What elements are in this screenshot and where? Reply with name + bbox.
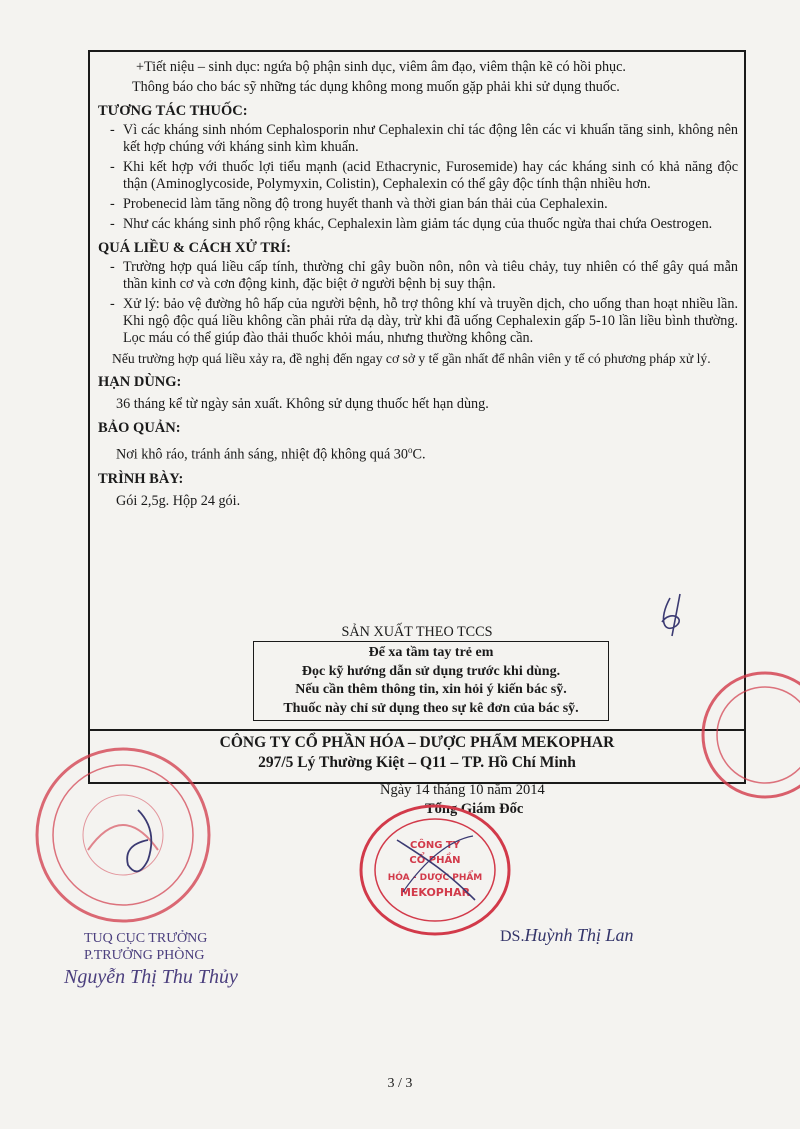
overdose-title: QUÁ LIỀU & CÁCH XỬ TRÍ:: [98, 240, 291, 256]
official-stamp-icon: [28, 740, 218, 930]
list-item: - Khi kết hợp với thuốc lợi tiểu mạnh (acid Ethacrynic, Furosemide) hay các kháng sinh có khả năng độc thận (Aminoglycoside, Polymyxin, Colistin), Cephalexin có thể gây độc tính thận nhiều hơn.: [110, 159, 738, 193]
official-title: TUQ CỤC TRƯỞNG: [84, 931, 208, 946]
urinary-line: +Tiết niệu – sinh dục: ngứa bộ phận sinh dục, viêm âm đạo, viêm thận kẽ có hồi phục.: [136, 59, 626, 75]
frame-divider: [88, 729, 746, 731]
company-name: CÔNG TY CỔ PHẦN HÓA – DƯỢC PHẨM MEKOPHAR: [219, 734, 615, 751]
warning-box: [253, 641, 609, 721]
overdose-list: [98, 259, 738, 347]
list-item: - Vì các kháng sinh nhóm Cephalosporin như Cephalexin chỉ tác động lên các vi khuẩn tăng sinh, không nên kết hợp chúng với kháng sinh kìm khuẩn.: [110, 122, 738, 156]
official-signature: Nguyễn Thị Thu Thủy: [64, 966, 238, 988]
company-stamp-icon: [355, 800, 515, 940]
storage-text: Nơi khô ráo, tránh ánh sáng, nhiệt độ không quá 30$^o$C.: [116, 445, 426, 463]
stamp-line: HÓA - DƯỢC PHẨM: [387, 873, 483, 883]
list-item: - Trường hợp quá liều cấp tính, thường chỉ gây buồn nôn, nôn và tiêu chảy, tuy nhiên có thể gây quá mẫn thần kinh cơ và cơn động kinh, đặc biệt ở người bệnh bị suy thận.: [110, 259, 738, 293]
pharmacist-name: DS.Huỳnh Thị Lan: [500, 925, 634, 945]
warning-line: Để xa tầm tay trẻ em: [368, 645, 494, 660]
stamp-line: MEKOPHAR: [399, 886, 471, 899]
expiry-title: HẠN DÙNG:: [98, 374, 182, 390]
standard-label: SẢN XUẤT THEO TCCS: [341, 624, 493, 640]
stamp-line: CỔ PHẦN: [409, 855, 461, 866]
interactions-title: TƯƠNG TÁC THUỐC:: [98, 103, 248, 119]
interactions-list: [98, 122, 738, 233]
initial-signature-icon: [650, 590, 700, 640]
storage-title: BẢO QUẢN:: [98, 420, 181, 436]
presentation-text: Gói 2,5g. Hộp 24 gói.: [116, 492, 241, 509]
presentation-title: TRÌNH BÀY:: [98, 470, 184, 487]
list-item: - Như các kháng sinh phổ rộng khác, Cephalexin làm giảm tác dụng của thuốc ngừa thai chứa Oestrogen.: [110, 216, 738, 233]
notify-line: Thông báo cho bác sỹ những tác dụng không mong muốn gặp phải khi sử dụng thuốc.: [132, 79, 620, 95]
stamp-line: CÔNG TY: [410, 840, 460, 851]
list-item: - Xử lý: bảo vệ đường hô hấp của người bệnh, hỗ trợ thông khí và truyền dịch, cho uống than hoạt nhiều lần. Khi ngộ độc quá liều không cần phải rửa dạ dày, trừ khi đã uống Cephalexin gấp 5-10 lần liều bình thường. Lọc máu có thể giúp đào thải thuốc khỏi máu, nhưng thường không cần.: [110, 296, 738, 347]
warning-line: Thuốc này chỉ sử dụng theo sự kê đơn của bác sỹ.: [283, 700, 579, 716]
document-body: [98, 58, 738, 510]
partial-stamp-icon: [690, 670, 800, 800]
page-number: 3 / 3: [387, 1076, 413, 1091]
director-title: Tổng Giám Đốc: [425, 801, 524, 817]
sign-date: Ngày 14 tháng 10 năm 2014: [380, 782, 545, 798]
overdose-note: Nếu trường hợp quá liều xảy ra, đề nghị đến ngay cơ sở y tế gần nhất để nhân viên y tế có phương pháp xử lý.: [112, 351, 711, 366]
list-item: - Probenecid làm tăng nồng độ trong huyết thanh và thời gian bán thải của Cephalexin.: [110, 196, 738, 213]
warning-line: Đọc kỹ hướng dẫn sử dụng trước khi dùng.: [301, 663, 561, 679]
official-block: [84, 930, 207, 964]
official-subtitle: P.TRƯỞNG PHÒNG: [84, 948, 205, 963]
warning-line: Nếu cần thêm thông tin, xin hỏi ý kiến bác sỹ.: [295, 682, 567, 697]
company-address: 297/5 Lý Thường Kiệt – Q11 – TP. Hồ Chí Minh: [258, 754, 576, 771]
expiry-text: 36 tháng kể từ ngày sản xuất. Không sử dụng thuốc hết hạn dùng.: [116, 396, 489, 412]
